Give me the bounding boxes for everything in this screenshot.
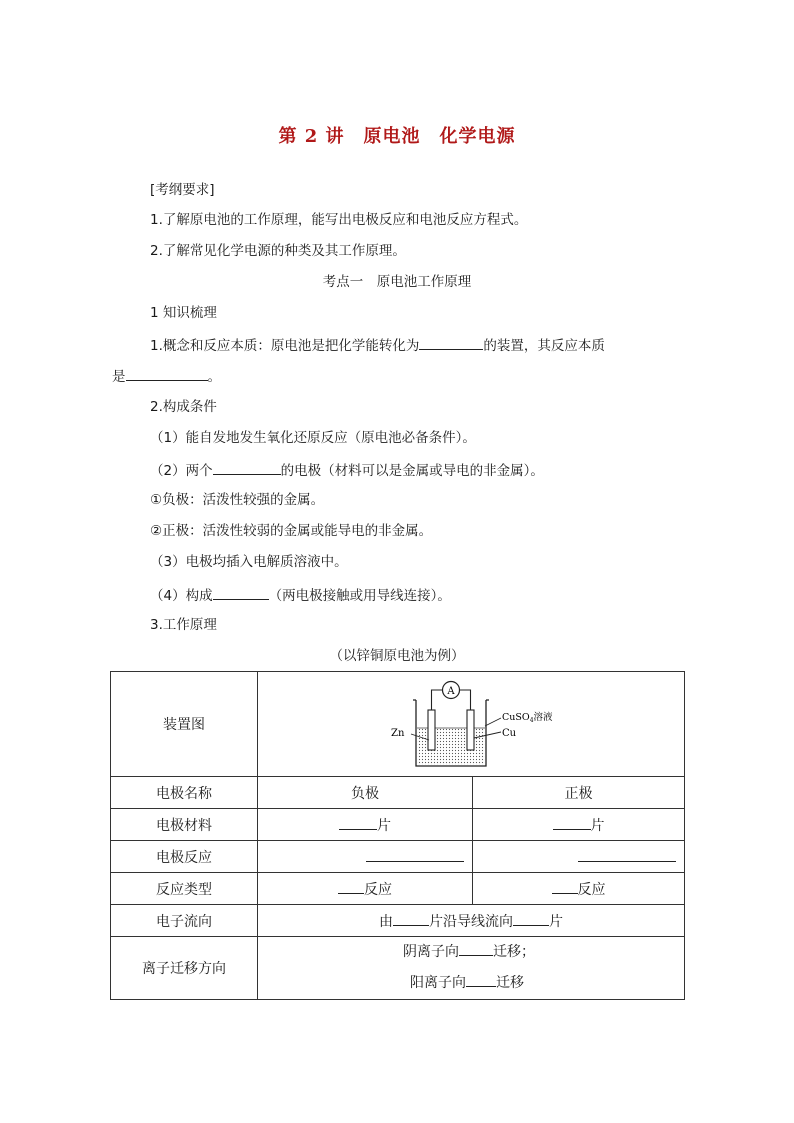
requirement-item-1: 1.了解原电池的工作原理，能写出电极反应和电池反应方程式。 (150, 212, 528, 228)
electrolyte-solution (417, 728, 485, 765)
section-title: 考点一 原电池工作原理 (322, 274, 472, 290)
condition-2 (150, 459, 544, 481)
positive-reaction-cell (473, 841, 685, 873)
concept-paragraph-line1 (150, 334, 605, 356)
positive-material-cell (473, 809, 685, 841)
suffix-text: 片 (377, 817, 391, 834)
table-row (111, 937, 685, 1000)
requirements-heading: [考纲要求] (150, 182, 215, 198)
answer-blank[interactable] (393, 911, 429, 926)
negative-material-cell (258, 809, 473, 841)
electron-flow-text-2: 片沿导线流向 (429, 913, 513, 930)
principle-heading: 3.工作原理 (150, 617, 217, 633)
table-row (111, 841, 685, 873)
concept-text-end: 。 (207, 369, 221, 385)
table-row (111, 905, 685, 937)
answer-blank[interactable] (339, 815, 377, 830)
anion-suffix: 迁移； (493, 944, 535, 960)
electron-flow-label: 电子流向 (111, 905, 258, 937)
negative-reaction-type-cell (258, 873, 473, 905)
answer-blank[interactable] (213, 584, 269, 600)
solution-label: CuSO$_4$溶液 (502, 712, 553, 724)
copper-label: Cu (502, 728, 517, 739)
positive-electrode-note: ②正极：活泼性较弱的金属或能导电的非金属。 (150, 523, 433, 539)
principle-table (110, 671, 685, 1000)
reaction-type-label: 反应类型 (111, 873, 258, 905)
electrode-name-label: 电极名称 (111, 777, 258, 809)
answer-blank[interactable] (213, 459, 281, 475)
condition-1: （1）能自发地发生氧化还原反应（原电池必备条件）。 (150, 430, 476, 446)
negative-reaction-cell (258, 841, 473, 873)
condition-2-after: 的电极（材料可以是金属或导电的非金属）。 (280, 463, 544, 479)
cation-text: 阳离子向 (410, 975, 466, 991)
electrode-reaction-label: 电极反应 (111, 841, 258, 873)
device-label: 装置图 (111, 672, 258, 777)
suffix-text: 片 (590, 817, 605, 834)
answer-blank[interactable] (419, 334, 483, 350)
electrode-material-label: 电极材料 (111, 809, 258, 841)
positive-electrode-header: 正极 (473, 777, 685, 809)
concept-text-before: 1.概念和反应本质：原电池是把化学能转化为 (150, 338, 420, 354)
answer-blank[interactable] (466, 972, 496, 987)
cation-suffix: 迁移 (496, 975, 524, 991)
answer-blank[interactable] (513, 911, 549, 926)
table-row (111, 873, 685, 905)
zinc-label: Zn (391, 728, 405, 739)
suffix-text: 反应 (364, 881, 392, 898)
ion-migration-label: 离子迁移方向 (111, 937, 258, 1000)
electron-flow-text-3: 片 (549, 913, 563, 930)
example-caption: （以锌铜原电池为例） (329, 648, 465, 664)
answer-blank[interactable] (126, 365, 208, 381)
condition-3: （3）电极均插入电解质溶液中。 (150, 554, 348, 570)
ion-migration-cell (258, 937, 685, 1000)
answer-blank[interactable] (366, 847, 464, 862)
answer-blank[interactable] (338, 879, 364, 894)
conditions-heading: 2.构成条件 (150, 399, 217, 415)
table-row (111, 809, 685, 841)
cation-line (254, 968, 680, 999)
positive-reaction-type-cell (473, 873, 685, 905)
condition-2-before: （2）两个 (150, 463, 213, 479)
table-row (111, 672, 685, 777)
electron-flow-cell (258, 905, 685, 937)
negative-electrode-header: 负极 (258, 777, 473, 809)
negative-electrode-note: ①负极：活泼性较强的金属。 (150, 492, 325, 508)
condition-4-before: （4）构成 (150, 588, 213, 604)
zn-cu-cell-diagram (376, 674, 556, 774)
suffix-text: 反应 (577, 881, 606, 898)
anion-line (256, 937, 682, 968)
zinc-electrode (428, 710, 435, 750)
copper-electrode (467, 710, 474, 750)
table-row (111, 777, 685, 809)
knowledge-heading: 1 知识梳理 (150, 305, 217, 321)
device-diagram-cell (258, 672, 685, 777)
concept-text-after: 的装置，其反应本质 (483, 338, 605, 354)
concept-text-line2: 是 (112, 369, 126, 385)
anion-text: 阴离子向 (403, 944, 459, 960)
answer-blank[interactable] (552, 879, 578, 894)
electron-flow-text-1: 由 (379, 913, 393, 930)
answer-blank[interactable] (459, 941, 493, 956)
page-title: 第 2 讲 原电池 化学电源 (278, 126, 516, 147)
ammeter-label: A (447, 686, 455, 697)
requirement-item-2: 2.了解常见化学电源的种类及其工作原理。 (150, 243, 406, 259)
condition-4-after: （两电极接触或用导线连接）。 (268, 588, 451, 604)
condition-4 (150, 584, 451, 606)
answer-blank[interactable] (578, 847, 676, 862)
answer-blank[interactable] (553, 815, 591, 830)
concept-paragraph-line2 (112, 365, 221, 387)
